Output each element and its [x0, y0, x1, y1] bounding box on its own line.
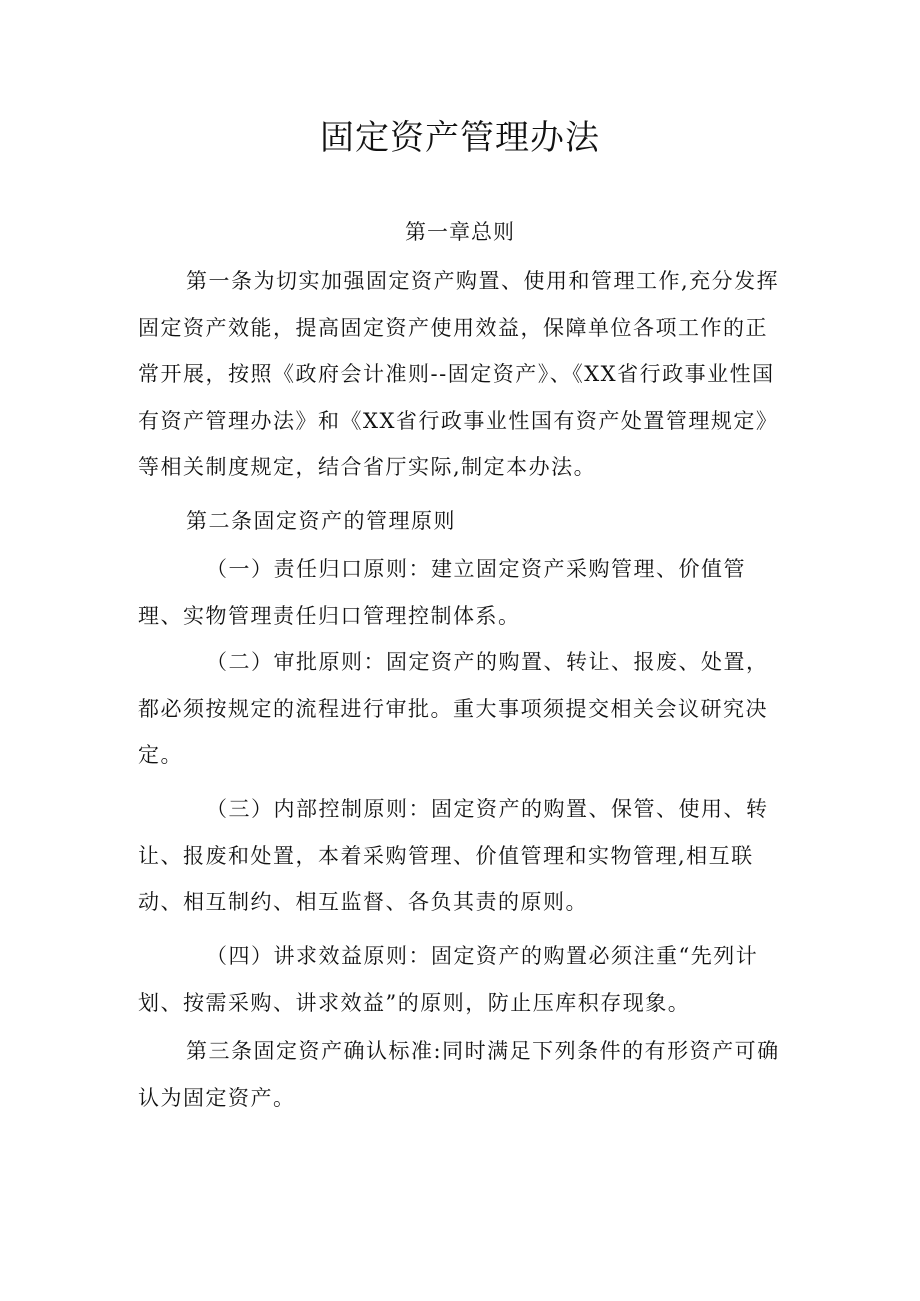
article-2-heading: 第二条固定资产的管理原则 [186, 509, 456, 533]
principle-3-paragraph: （三）内部控制原则：固定资产的购置、保管、使用、转让、报废和处置，本着采购管理、价值管理和实物管理,相互联动、相互制约、相互监督、各负其责的原则。 [138, 797, 769, 914]
chapter-heading: 第一章总则 [405, 220, 515, 244]
article-1-paragraph: 第一条为切实加强固定资产购置、使用和管理工作,充分发挥固定资产效能，提高固定资产使用效益，保障单位各项工作的正常开展，按照《政府会计准则--固定资产》、《XX省行政事业性国有资产管理办法》和《XX省行政事业性国有资产处置管理规定》等相关制度规定，结合省厅实际,制定本办法。 [138, 269, 780, 479]
article-3-paragraph: 第三条固定资产确认标准:同时满足下列条件的有形资产可确认为固定资产。 [138, 1039, 780, 1110]
principle-2-paragraph: （二）审批原则：固定资产的购置、转让、报废、处置，都必须按规定的流程进行审批。重大事项须提交相关会议研究决定。 [138, 650, 769, 767]
document-title: 固定资产管理办法 [320, 118, 600, 158]
principle-4-paragraph: （四）讲求效益原则：固定资产的购置必须注重“先列计划、按需采购、讲求效益”的原则，防止压库积存现象。 [138, 944, 759, 1015]
principle-1-paragraph: （一）责任归口原则：建立固定资产采购管理、价值管理、实物管理责任归口管理控制体系。 [138, 557, 746, 628]
